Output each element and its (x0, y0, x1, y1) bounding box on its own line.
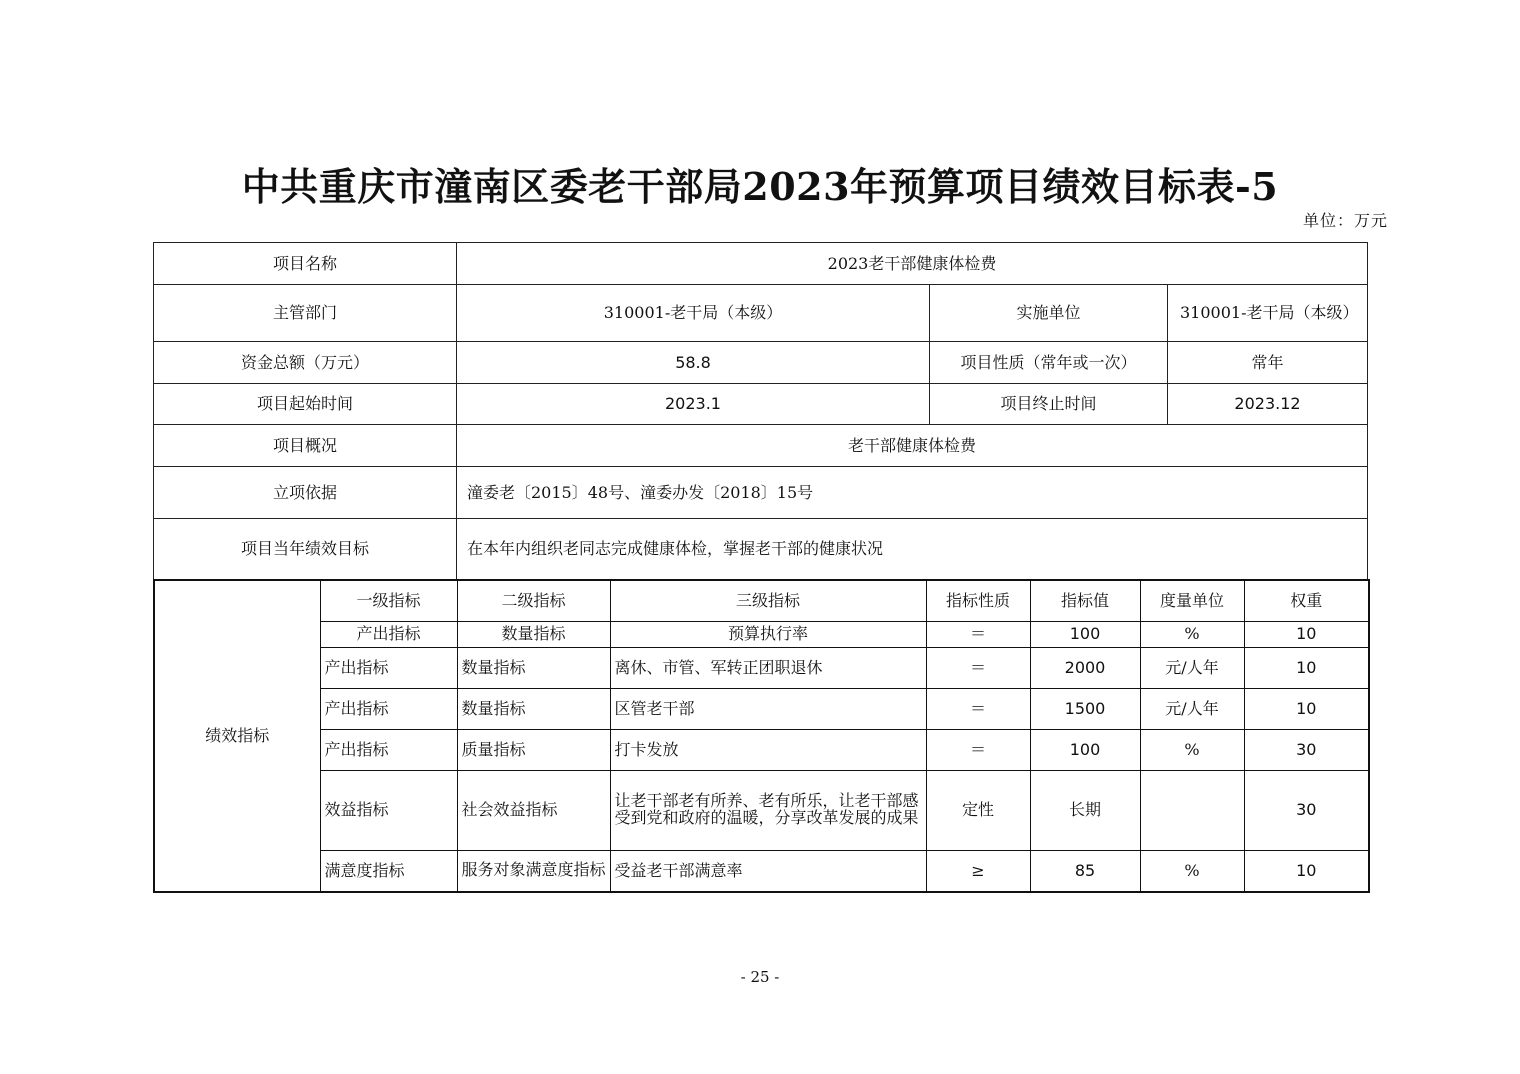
row-unit (1140, 770, 1244, 850)
table-row (154, 850, 1369, 892)
row-level1: 产出指标 (320, 647, 457, 688)
row-level3: 让老干部老有所养、老有所乐，让老干部感受到党和政府的温暖，分享改革发展的成果 (610, 770, 926, 850)
project-info-table (153, 242, 1368, 580)
project-name-label: 项目名称 (154, 243, 457, 285)
header-value: 指标值 (1030, 580, 1140, 621)
table-row (154, 647, 1369, 688)
row-nature: ＝ (926, 621, 1030, 647)
row-nature: 定性 (926, 770, 1030, 850)
row-level1: 满意度指标 (320, 850, 457, 892)
row-level1: 产出指标 (320, 688, 457, 729)
impl-label: 实施单位 (930, 285, 1168, 342)
nature-label: 项目性质（常年或一次） (930, 342, 1168, 384)
row-value: 85 (1030, 850, 1140, 892)
overview-value: 老干部健康体检费 (457, 425, 1368, 467)
fund-value: 58.8 (457, 342, 930, 384)
impl-value: 310001-老干局（本级） (1168, 285, 1368, 342)
basis-value: 潼委老〔2015〕48号、潼委办发〔2018〕15号 (457, 467, 1368, 519)
row-level3: 打卡发放 (610, 729, 926, 770)
table-row (154, 770, 1369, 850)
start-label: 项目起始时间 (154, 384, 457, 425)
row-value: 100 (1030, 621, 1140, 647)
row-level2: 数量指标 (457, 688, 610, 729)
row-level3: 区管老干部 (610, 688, 926, 729)
header-weight: 权重 (1244, 580, 1369, 621)
row-nature: ＝ (926, 688, 1030, 729)
header-level2: 二级指标 (457, 580, 610, 621)
row-value: 长期 (1030, 770, 1140, 850)
row-nature: ＝ (926, 647, 1030, 688)
dept-value: 310001-老干局（本级） (457, 285, 930, 342)
header-unit: 度量单位 (1140, 580, 1244, 621)
nature-value: 常年 (1168, 342, 1368, 384)
goal-value: 在本年内组织老同志完成健康体检，掌握老干部的健康状况 (457, 519, 1368, 580)
row-nature: ≥ (926, 850, 1030, 892)
row-level1: 效益指标 (320, 770, 457, 850)
row-level3: 受益老干部满意率 (610, 850, 926, 892)
row-value: 1500 (1030, 688, 1140, 729)
row-level3: 离休、市管、军转正团职退休 (610, 647, 926, 688)
row-unit: 元/人年 (1140, 688, 1244, 729)
page-number: - 25 - (740, 968, 780, 986)
row-level3: 预算执行率 (610, 621, 926, 647)
project-name-value: 2023老干部健康体检费 (457, 243, 1368, 285)
overview-label: 项目概况 (154, 425, 457, 467)
row-level2: 社会效益指标 (457, 770, 610, 850)
indicator-table (153, 579, 1370, 893)
row-level2: 数量指标 (457, 621, 610, 647)
end-label: 项目终止时间 (930, 384, 1168, 425)
start-value: 2023.1 (457, 384, 930, 425)
row-value: 100 (1030, 729, 1140, 770)
row-nature: ＝ (926, 729, 1030, 770)
row-weight: 10 (1244, 621, 1369, 647)
row-weight: 10 (1244, 647, 1369, 688)
goal-label: 项目当年绩效目标 (154, 519, 457, 580)
row-level1: 产出指标 (320, 621, 457, 647)
row-level2: 数量指标 (457, 647, 610, 688)
dept-label: 主管部门 (154, 285, 457, 342)
row-level1: 产出指标 (320, 729, 457, 770)
document-title: 中共重庆市潼南区委老干部局2023年预算项目绩效目标表-5 (241, 164, 1279, 209)
row-level2: 服务对象满意度指标 (457, 850, 610, 892)
unit-label: 单位：万元 (1302, 211, 1388, 230)
header-level1: 一级指标 (320, 580, 457, 621)
row-value: 2000 (1030, 647, 1140, 688)
row-weight: 30 (1244, 770, 1369, 850)
header-level3: 三级指标 (610, 580, 926, 621)
row-weight: 10 (1244, 688, 1369, 729)
basis-label: 立项依据 (154, 467, 457, 519)
table-row (154, 688, 1369, 729)
indicator-section-label: 绩效指标 (154, 580, 320, 892)
row-weight: 10 (1244, 850, 1369, 892)
row-unit: % (1140, 729, 1244, 770)
header-nature: 指标性质 (926, 580, 1030, 621)
table-row (154, 621, 1369, 647)
fund-label: 资金总额（万元） (154, 342, 457, 384)
row-weight: 30 (1244, 729, 1369, 770)
table-row (154, 729, 1369, 770)
end-value: 2023.12 (1168, 384, 1368, 425)
row-unit: % (1140, 850, 1244, 892)
row-unit: 元/人年 (1140, 647, 1244, 688)
row-unit: % (1140, 621, 1244, 647)
row-level2: 质量指标 (457, 729, 610, 770)
